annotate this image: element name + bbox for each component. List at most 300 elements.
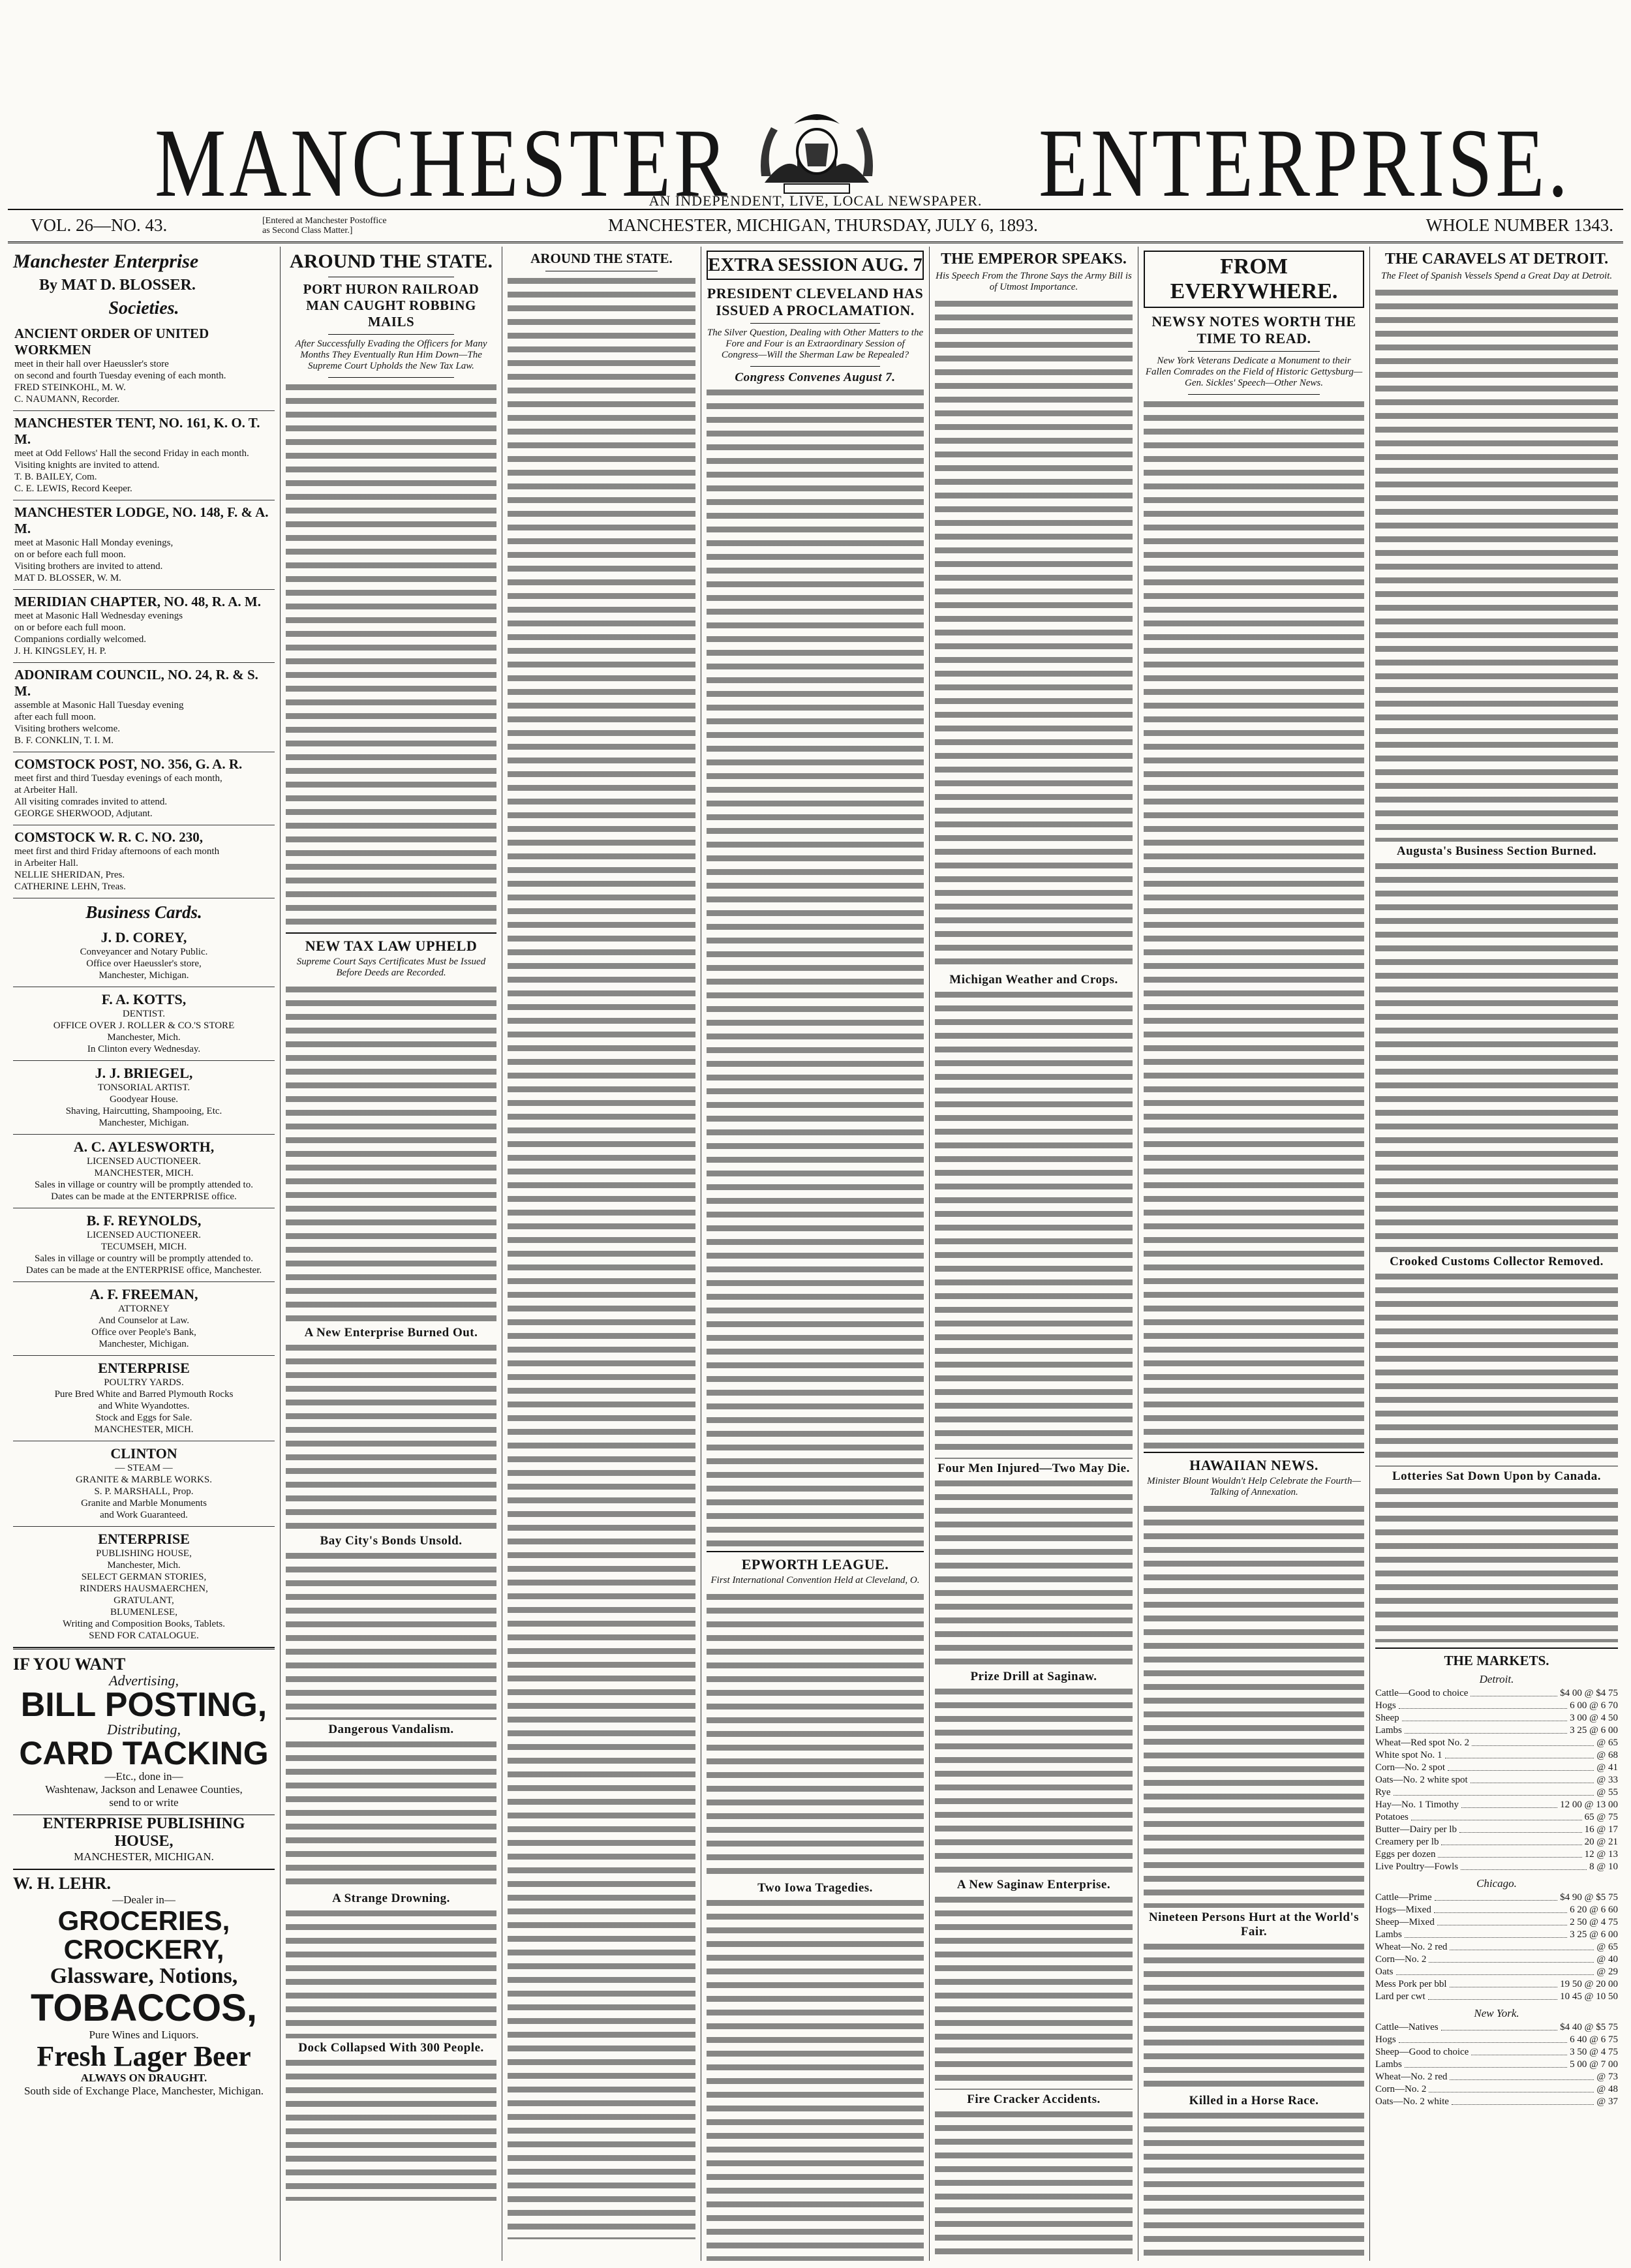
publisher-line: By MAT D. BLOSSER. — [39, 277, 196, 294]
card-name: F. A. KOTTS, — [101, 991, 187, 1007]
card-line: Shaving, Haircutting, Shampooing, Etc. — [65, 1106, 222, 1116]
leader-dots — [1441, 1836, 1581, 1845]
leader-dots — [1450, 2071, 1594, 2080]
market-price: @ 37 — [1596, 2096, 1618, 2107]
card-line: Stock and Eggs for Sale. — [95, 1413, 192, 1423]
col5-h6: Fire Cracker Accidents. — [967, 2092, 1101, 2106]
card-line: meet in their hall over Haeussler's store — [14, 359, 169, 369]
col7-h4: Lotteries Sat Down Upon by Canada. — [1392, 1469, 1601, 1483]
col5-heading: THE EMPEROR SPEAKS. — [941, 251, 1127, 268]
leader-dots — [1445, 1749, 1594, 1758]
col2-text-7 — [286, 2057, 496, 2201]
col2-text-1 — [286, 382, 496, 930]
chicago-table — [1375, 1892, 1618, 2003]
lehr-tobaccos: TOBACCOS, — [31, 1987, 257, 2030]
market-price: 6 40 @ 6 75 — [1570, 2034, 1618, 2045]
col4-sub1: PRESIDENT CLEVELAND HAS ISSUED A PROCLAMATION. — [707, 285, 924, 318]
market-item: Hogs — [1375, 1700, 1396, 1711]
leader-dots — [1472, 1737, 1594, 1746]
market-price: @ 41 — [1596, 1762, 1618, 1773]
market-item: Cattle—Prime — [1375, 1892, 1432, 1903]
lehr-draught: ALWAYS ON DRAUGHT. — [80, 2072, 207, 2085]
markets-chicago: Chicago. — [1476, 1877, 1517, 1890]
directory-card — [13, 1356, 275, 1441]
card-line: meet at Odd Fellows' Hall the second Friday in each month. — [14, 448, 249, 459]
col3-text — [508, 275, 695, 2239]
card-line: ATTORNEY — [118, 1304, 170, 1314]
leader-dots — [1450, 1978, 1558, 1987]
card-line: And Counselor at Law. — [99, 1315, 189, 1326]
market-item: Sheep—Good to choice — [1375, 2047, 1469, 2057]
card-line: Writing and Composition Books, Tablets. — [63, 1619, 225, 1629]
column-caravels — [1370, 247, 1623, 2261]
market-row — [1375, 1799, 1618, 1811]
societies-heading: Societies. — [108, 298, 179, 318]
market-item: Oats—No. 2 white — [1375, 2096, 1449, 2107]
card-line: Manchester, Mich. — [107, 1032, 181, 1043]
market-row — [1375, 1762, 1618, 1774]
market-item: Wheat—Red spot No. 2 — [1375, 1738, 1470, 1748]
market-price: 2 50 @ 4 75 — [1570, 1917, 1618, 1927]
leader-dots — [1461, 1799, 1557, 1808]
card-name: J. D. COREY, — [100, 929, 187, 945]
card-line: S. P. MARSHALL, Prop. — [94, 1486, 194, 1497]
lehr-wines: Pure Wines and Liquors. — [89, 2029, 199, 2042]
market-row — [1375, 1836, 1618, 1848]
card-line: J. H. KINGSLEY, H. P. — [14, 646, 106, 656]
market-item: Oats — [1375, 1967, 1394, 1977]
col2-text-6 — [286, 1908, 496, 2038]
ad-house: ENTERPRISE PUBLISHING HOUSE, — [13, 1815, 275, 1850]
card-line: T. B. BAILEY, Com. — [14, 472, 97, 482]
col5-text-5 — [935, 1894, 1133, 2090]
card-line: FRED STEINKOHL, M. W. — [14, 382, 126, 393]
card-name: CLINTON — [110, 1445, 177, 1462]
market-price: @ 33 — [1596, 1775, 1618, 1785]
card-line: on second and fourth Tuesday evening of each month. — [14, 371, 226, 381]
market-row — [1375, 1941, 1618, 1954]
card-line: BLUMENLESE, — [110, 1607, 177, 1617]
market-price: 3 00 @ 4 50 — [1570, 1713, 1618, 1723]
col7-text-2 — [1375, 861, 1618, 1252]
col5-h5: A New Saginaw Enterprise. — [956, 1878, 1111, 1892]
card-line: Sales in village or country will be promptly attended to. — [35, 1253, 253, 1264]
card-line: Manchester, Michigan. — [99, 1339, 189, 1349]
leader-dots — [1428, 1991, 1558, 2000]
leader-dots — [1461, 1861, 1587, 1870]
leader-dots — [1437, 1916, 1567, 1925]
market-row — [1375, 1892, 1618, 1904]
card-name: COMSTOCK W. R. C. NO. 230, — [14, 829, 203, 845]
market-price: @ 65 — [1596, 1942, 1618, 1952]
col7-text-1 — [1375, 287, 1618, 842]
card-line: on or before each full moon. — [14, 622, 126, 633]
market-price: @ 68 — [1596, 1750, 1618, 1760]
col4-h4: Two Iowa Tragedies. — [757, 1881, 873, 1895]
col5-text-2 — [935, 989, 1133, 1459]
market-item: Corn—No. 2 — [1375, 2084, 1427, 2094]
market-item: Wheat—No. 2 red — [1375, 2072, 1448, 2082]
col5-text-3 — [935, 1478, 1133, 1667]
col5-text-6 — [935, 2109, 1133, 2261]
col5-text-1 — [935, 298, 1133, 970]
card-line: MANCHESTER, MICH. — [94, 1168, 194, 1178]
col5-h3: Four Men Injured—Two May Die. — [937, 1462, 1130, 1475]
lehr-ad — [13, 1869, 275, 2098]
market-row — [1375, 1954, 1618, 1966]
market-item: White spot No. 1 — [1375, 1750, 1442, 1760]
card-line: Dates can be made at the ENTERPRISE office. — [51, 1191, 237, 1202]
card-line: meet first and third Friday afternoons of each month — [14, 846, 220, 857]
leader-dots — [1471, 1774, 1594, 1783]
lehr-name: W. H. LEHR. — [13, 1874, 112, 1893]
card-line: B. F. CONKLIN, T. I. M. — [14, 735, 114, 746]
card-name: J. J. BRIEGEL, — [95, 1065, 193, 1081]
ad-bill-posting: BILL POSTING, — [20, 1686, 267, 1724]
leader-dots — [1471, 1687, 1557, 1696]
card-line: CATHERINE LEHN, Treas. — [14, 881, 126, 892]
market-price: $4 40 @ $5 75 — [1560, 2022, 1618, 2032]
col6-sub1: NEWSY NOTES WORTH THE TIME TO READ. — [1151, 313, 1356, 346]
col4-heading: EXTRA SESSION AUG. 7 — [707, 251, 924, 280]
col5-h4: Prize Drill at Saginaw. — [970, 1670, 1097, 1683]
col6-text-3 — [1144, 1941, 1364, 2091]
market-row — [1375, 1700, 1618, 1712]
ad-if-you-want: IF YOU WANT — [13, 1655, 126, 1674]
market-row — [1375, 1786, 1618, 1799]
card-name: MANCHESTER LODGE, NO. 148, F. & A. M. — [14, 504, 269, 536]
market-item: Sheep — [1375, 1713, 1399, 1723]
card-name: COMSTOCK POST, NO. 356, G. A. R. — [14, 756, 243, 772]
card-line: GEORGE SHERWOOD, Adjutant. — [14, 808, 153, 819]
market-row — [1375, 1848, 1618, 1861]
business-list — [13, 925, 275, 1647]
market-price: 16 @ 17 — [1584, 1824, 1618, 1835]
market-item: Oats—No. 2 white spot — [1375, 1775, 1468, 1785]
column-around-state-2 — [502, 247, 701, 2261]
directory-card — [13, 987, 275, 1061]
leader-dots — [1399, 2034, 1568, 2043]
card-line: LICENSED AUCTIONEER. — [87, 1230, 201, 1240]
market-row — [1375, 2034, 1618, 2046]
card-line: TECUMSEH, MICH. — [100, 1242, 187, 1252]
card-name: A. C. AYLESWORTH, — [73, 1139, 215, 1155]
col6-text-1 — [1144, 399, 1364, 1449]
card-line: C. E. LEWIS, Record Keeper. — [14, 483, 132, 494]
masthead-left-title: MANCHESTER — [155, 109, 731, 217]
business-heading: Business Cards. — [85, 902, 202, 922]
markets-detroit: Detroit. — [1479, 1673, 1514, 1685]
lehr-dealer: —Dealer in— — [112, 1893, 175, 1907]
leader-dots — [1411, 1811, 1582, 1820]
market-row — [1375, 2096, 1618, 2108]
card-name: ADONIRAM COUNCIL, NO. 24, R. & S. M. — [14, 667, 258, 699]
market-price: @ 65 — [1596, 1738, 1618, 1748]
col4-h3: EPWORTH LEAGUE. — [707, 1551, 924, 1573]
market-row — [1375, 2059, 1618, 2071]
col7-heading: THE CARAVELS AT DETROIT. — [1384, 251, 1609, 268]
card-line: GRANITE & MARBLE WORKS. — [76, 1475, 212, 1485]
col5-h2: Michigan Weather and Crops. — [949, 973, 1118, 987]
col2-sub1: PORT HURON RAILROAD MAN CAUGHT ROBBING MAILS — [303, 281, 480, 329]
whole-number: WHOLE NUMBER 1343. — [1425, 215, 1613, 235]
card-line: Granite and Marble Monuments — [81, 1498, 207, 1509]
market-item: Corn—No. 2 spot — [1375, 1762, 1446, 1773]
col6-h4: Killed in a Horse Race. — [1189, 2094, 1319, 2107]
leader-dots — [1402, 1712, 1568, 1721]
market-price: @ 29 — [1596, 1967, 1618, 1977]
markets-title: THE MARKETS. — [1375, 1647, 1618, 1669]
card-line: C. NAUMANN, Recorder. — [14, 394, 120, 405]
card-line: meet at Masonic Hall Monday evenings, — [14, 538, 174, 548]
ad-counties: Washtenaw, Jackson and Lenawee Counties, — [45, 1783, 243, 1796]
market-item: Live Poultry—Fowls — [1375, 1862, 1459, 1872]
market-price: 19 50 @ 20 00 — [1560, 1979, 1618, 1989]
card-line: assemble at Masonic Hall Tuesday evening — [14, 700, 184, 711]
paper-name: Manchester Enterprise — [13, 251, 199, 272]
col4-h2: Congress Convenes August 7. — [735, 371, 896, 384]
card-line: PUBLISHING HOUSE, — [96, 1548, 192, 1559]
column-directory — [8, 247, 281, 2261]
leader-dots — [1434, 1904, 1567, 1913]
ad-place: MANCHESTER, MICHIGAN. — [74, 1850, 214, 1863]
card-line: Sales in village or country will be promptly attended to. — [35, 1180, 253, 1190]
market-row — [1375, 1712, 1618, 1724]
market-row — [1375, 1861, 1618, 1873]
card-line: — STEAM — — [115, 1463, 173, 1473]
market-price: 12 @ 13 — [1584, 1849, 1618, 1860]
card-line: RINDERS HAUSMAERCHEN, — [80, 1584, 208, 1594]
col6-h2: HAWAIIAN NEWS. — [1144, 1452, 1364, 1474]
market-item: Corn—No. 2 — [1375, 1954, 1427, 1965]
col6-heading: FROM EVERYWHERE. — [1144, 251, 1364, 308]
col6-h3: Nineteen Persons Hurt at the World's Fair. — [1148, 1910, 1360, 1939]
market-row — [1375, 1774, 1618, 1786]
col6-text-4 — [1144, 2110, 1364, 2261]
card-name: ANCIENT ORDER OF UNITED WORKMEN — [14, 326, 209, 358]
market-price: @ 55 — [1596, 1787, 1618, 1798]
market-price: 3 50 @ 4 75 — [1570, 2047, 1618, 2057]
column-emperor — [930, 247, 1138, 2261]
card-line: Manchester, Michigan. — [99, 1118, 189, 1128]
card-line: In Clinton every Wednesday. — [87, 1044, 201, 1054]
directory-card — [13, 1135, 275, 1208]
market-row — [1375, 1904, 1618, 1916]
directory-card — [13, 925, 275, 987]
market-price: 10 45 @ 10 50 — [1560, 1991, 1618, 2002]
card-name: A. F. FREEMAN, — [89, 1286, 198, 1302]
market-price: @ 48 — [1596, 2084, 1618, 2094]
col3-heading: AROUND THE STATE. — [530, 251, 673, 266]
market-price: 65 @ 75 — [1584, 1812, 1618, 1822]
ad-card-tacking: CARD TACKING — [19, 1734, 269, 1771]
market-price: 3 25 @ 6 00 — [1570, 1725, 1618, 1736]
market-row — [1375, 1749, 1618, 1762]
col2-h5: Dangerous Vandalism. — [328, 1723, 454, 1736]
leader-dots — [1429, 1954, 1594, 1963]
column-everywhere — [1138, 247, 1370, 2261]
market-row — [1375, 1929, 1618, 1941]
col2-sub2: After Successfully Evading the Officers for Many Months They Eventually Run Him Down—The Supreme Court Upholds the New Tax Law. — [295, 339, 487, 371]
directory-card — [13, 322, 275, 411]
card-line: MAT D. BLOSSER, W. M. — [14, 573, 121, 583]
market-item: Sheep—Mixed — [1375, 1917, 1435, 1927]
market-row — [1375, 1737, 1618, 1749]
market-row — [1375, 2021, 1618, 2034]
col6-sub2: New York Veterans Dedicate a Monument to their Fallen Comrades on the Field of Historic Gettysburg—Gen. Sickles' Speech—Other News. — [1145, 356, 1363, 388]
market-item: Lambs — [1375, 1929, 1402, 1940]
leader-dots — [1429, 2083, 1594, 2092]
masthead — [8, 78, 1623, 236]
col7-h3: Crooked Customs Collector Removed. — [1390, 1255, 1604, 1268]
card-line: Office over People's Bank, — [91, 1327, 196, 1338]
newyork-table — [1375, 2021, 1618, 2108]
market-item: Lard per cwt — [1375, 1991, 1425, 2002]
leader-dots — [1405, 1724, 1567, 1734]
market-price: $4 90 @ $5 75 — [1560, 1892, 1618, 1903]
market-price: 5 00 @ 7 00 — [1570, 2059, 1618, 2070]
market-item: Potatoes — [1375, 1812, 1409, 1822]
col7-text-3 — [1375, 1271, 1618, 1467]
directory-card — [13, 411, 275, 500]
card-name: MANCHESTER TENT, NO. 161, K. O. T. M. — [14, 415, 260, 447]
card-line: Manchester, Mich. — [107, 1560, 181, 1571]
ad-distributing: Distributing, — [106, 1721, 181, 1738]
lehr-groceries: GROCERIES, CROCKERY, — [57, 1905, 230, 1965]
card-line: OFFICE OVER J. ROLLER & CO.'S STORE — [53, 1020, 235, 1031]
tagline: AN INDEPENDENT, LIVE, LOCAL NEWSPAPER. — [648, 192, 983, 209]
col4-text-1 — [707, 387, 924, 1548]
col4-text-3 — [707, 1897, 924, 2261]
market-price: @ 40 — [1596, 1954, 1618, 1965]
card-line: and Work Guaranteed. — [100, 1510, 188, 1520]
ad-send: send to or write — [109, 1796, 179, 1809]
market-item: Hogs — [1375, 2034, 1396, 2045]
col2-text-3 — [286, 1342, 496, 1531]
col6-text-2 — [1144, 1503, 1364, 1908]
card-line: GRATULANT, — [114, 1595, 174, 1606]
leader-dots — [1459, 1824, 1582, 1833]
society-list — [13, 322, 275, 898]
col5-text-4 — [935, 1686, 1133, 1875]
card-line: Dates can be made at the ENTERPRISE office, Manchester. — [25, 1265, 262, 1276]
leader-dots — [1435, 1892, 1558, 1901]
col6-h2-sub: Minister Blount Wouldn't Help Celebrate the Fourth—Talking of Annexation. — [1147, 1476, 1361, 1497]
col7-h2: Augusta's Business Section Burned. — [1396, 844, 1597, 858]
masthead-right-title: ENTERPRISE. — [1039, 109, 1572, 217]
markets-newyork: New York. — [1474, 2007, 1519, 2019]
directory-card — [13, 1527, 275, 1647]
lehr-location: South side of Exchange Place, Manchester, Michigan. — [23, 2085, 264, 2098]
card-line: All visiting comrades invited to attend. — [14, 797, 168, 807]
card-line: TONSORIAL ARTIST. — [97, 1082, 191, 1093]
directory-card — [13, 663, 275, 752]
market-row — [1375, 1724, 1618, 1737]
column-extra-session — [701, 247, 930, 2261]
col4-text-2 — [707, 1591, 924, 1878]
market-item: Cattle—Natives — [1375, 2022, 1439, 2032]
leader-dots — [1405, 2059, 1567, 2068]
bill-posting-ad — [13, 1647, 275, 1863]
card-line: meet at Masonic Hall Wednesday evenings — [14, 611, 183, 621]
card-line: at Arbeiter Hall. — [14, 785, 78, 795]
col4-h3-sub: First International Convention Held at Cleveland, O. — [710, 1575, 920, 1586]
market-item: Hogs—Mixed — [1375, 1905, 1431, 1915]
card-line: Goodyear House. — [110, 1094, 178, 1105]
market-price: 8 @ 10 — [1589, 1862, 1618, 1872]
market-price: 6 00 @ 6 70 — [1570, 1700, 1618, 1711]
dateline-bar — [8, 209, 1623, 243]
card-line: DENTIST. — [122, 1009, 166, 1019]
entered-notice: [Entered at Manchester Postoffice as Second Class Matter.] — [262, 216, 387, 236]
col2-h4: Bay City's Bonds Unsold. — [320, 1534, 463, 1548]
market-row — [1375, 1966, 1618, 1978]
market-price: @ 73 — [1596, 2072, 1618, 2082]
card-name: ENTERPRISE — [98, 1531, 190, 1547]
card-line: SEND FOR CATALOGUE. — [89, 1631, 199, 1641]
lehr-lager: Fresh Lager Beer — [37, 2040, 251, 2073]
market-item: Creamery per lb — [1375, 1837, 1439, 1847]
detroit-table — [1375, 1687, 1618, 1873]
leader-dots — [1471, 2046, 1567, 2055]
card-line: in Arbeiter Hall. — [14, 858, 78, 868]
leader-dots — [1394, 1786, 1594, 1796]
market-item: Mess Pork per bbl — [1375, 1979, 1447, 1989]
col2-text-5 — [286, 1739, 496, 1889]
market-item: Eggs per dozen — [1375, 1849, 1436, 1860]
directory-card — [13, 500, 275, 590]
ad-advertising: Advertising, — [109, 1672, 179, 1689]
col2-h6: A Strange Drowning. — [332, 1892, 450, 1905]
col2-text-2 — [286, 984, 496, 1323]
market-price: 6 20 @ 6 60 — [1570, 1905, 1618, 1915]
market-item: Lambs — [1375, 1725, 1402, 1736]
card-line: LICENSED AUCTIONEER. — [87, 1156, 201, 1167]
market-price: 3 25 @ 6 00 — [1570, 1929, 1618, 1940]
state-seal-icon — [758, 104, 876, 202]
newspaper-page — [8, 78, 1623, 2261]
card-line: POULTRY YARDS. — [104, 1377, 184, 1388]
market-price: 12 00 @ 13 00 — [1560, 1800, 1618, 1810]
place-date: MANCHESTER, MICHIGAN, THURSDAY, JULY 6, 1893. — [608, 215, 1038, 235]
directory-card — [13, 825, 275, 898]
market-row — [1375, 1811, 1618, 1824]
card-name: MERIDIAN CHAPTER, NO. 48, R. A. M. — [14, 594, 261, 609]
card-name: ENTERPRISE — [98, 1360, 190, 1376]
market-row — [1375, 1687, 1618, 1700]
card-line: Pure Bred White and Barred Plymouth Rocks — [54, 1389, 234, 1400]
card-line: Visiting brothers welcome. — [14, 724, 120, 734]
market-item: Butter—Dairy per lb — [1375, 1824, 1457, 1835]
card-line: Companions cordially welcomed. — [14, 634, 147, 645]
col2-mid-sub: Supreme Court Says Certificates Must be Issued Before Deeds are Recorded. — [296, 957, 486, 978]
directory-card — [13, 752, 275, 825]
card-line: Office over Haeussler's store, — [86, 958, 202, 969]
market-row — [1375, 2046, 1618, 2059]
card-line: Visiting brothers are invited to attend. — [14, 561, 163, 572]
directory-card — [13, 1208, 275, 1282]
card-line: meet first and third Tuesday evenings of each month, — [14, 773, 222, 784]
card-line: NELLIE SHERIDAN, Pres. — [14, 870, 125, 880]
leader-dots — [1450, 1941, 1594, 1950]
market-item: Lambs — [1375, 2059, 1402, 2070]
market-item: Cattle—Good to choice — [1375, 1688, 1469, 1698]
column-around-state-1 — [281, 247, 502, 2261]
lehr-glassware: Glassware, Notions, — [50, 1964, 238, 1989]
directory-card — [13, 1061, 275, 1135]
market-price: 20 @ 21 — [1584, 1837, 1618, 1847]
card-name: B. F. REYNOLDS, — [86, 1212, 202, 1229]
